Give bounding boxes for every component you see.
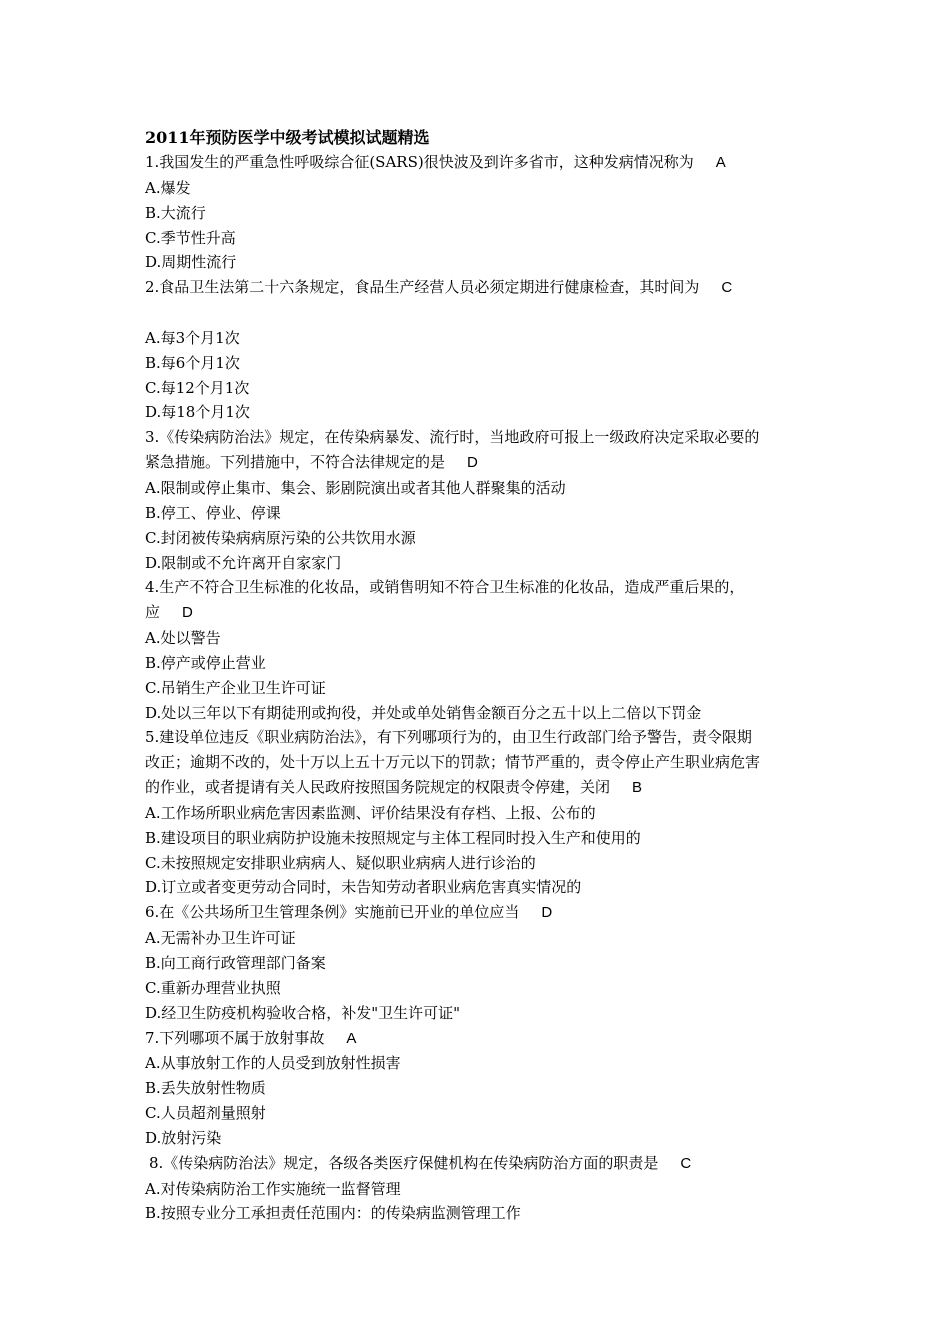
question-3-stem-line-2 <box>145 450 813 476</box>
question-3-option-b: B.停工、停业、停课 <box>145 503 281 522</box>
question-6-answer: D <box>541 904 553 922</box>
question-3-answer: D <box>467 454 478 472</box>
question-5-option-d: D.订立或者变更劳动合同时，未告知劳动者职业病危害真实情况的 <box>145 878 582 897</box>
question-2 <box>145 275 813 425</box>
question-8-option-b: B.按照专业分工承担责任范围内：的传染病监测管理工作 <box>145 1204 521 1223</box>
question-6-option-b: B.向工商行政管理部门备案 <box>145 954 326 972</box>
question-8 <box>145 1151 813 1227</box>
question-3-option-d: D.限制或不允许离开自家家门 <box>145 553 342 572</box>
question-3-option-c: C.封闭被传染病病原污染的公共饮用水源 <box>145 528 416 547</box>
question-5-stem-line-1: 5.建设单位违反《职业病防治法》，有下列哪项行为的，由卫生行政部门给予警告，责令限期 <box>145 728 752 747</box>
question-1 <box>145 150 813 275</box>
question-3-option-a: A.限制或停止集市、集会、影剧院演出或者其他人群聚集的活动 <box>145 478 566 497</box>
question-6-stem-text: 6.在《公共场所卫生管理条例》实施前已开业的单位应当 <box>145 903 520 922</box>
question-6-option-a: A.无需补办卫生许可证 <box>145 929 296 948</box>
question-5 <box>145 725 813 900</box>
question-8-stem <box>145 1151 813 1177</box>
question-5-option-a: A.工作场所职业病危害因素监测、评价结果没有存档、上报、公布的 <box>145 803 596 822</box>
question-7-option-a: A.从事放射工作的人员受到放射性损害 <box>145 1054 401 1073</box>
question-3-stem-text: 紧急措施。下列措施中，不符合法律规定的是 <box>145 453 446 472</box>
question-6-option-c: C.重新办理营业执照 <box>145 978 281 997</box>
question-6-option-d: D.经卫生防疫机构验收合格，补发"卫生许可证" <box>145 1003 461 1022</box>
question-6-stem <box>145 900 813 926</box>
question-7-option-d: D.放射污染 <box>145 1128 222 1147</box>
question-8-option-a: A.对传染病防治工作实施统一监督管理 <box>145 1179 401 1198</box>
question-7-option-c: C.人员超剂量照射 <box>145 1104 266 1123</box>
question-1-option-b: B.大流行 <box>145 203 206 222</box>
question-5-stem-line-2: 改正；逾期不改的，处十万以上五十万元以下的罚款；情节严重的，责令停止产生职业病危害 <box>145 753 761 772</box>
question-1-answer: A <box>715 154 726 171</box>
question-5-stem-text: 的作业，或者提请有关人民政府按照国务院规定的权限责令停建，关闭 <box>145 778 611 797</box>
question-2-option-c: C.每12个月1次 <box>145 378 250 397</box>
question-2-option-d: D.每18个月1次 <box>145 403 250 422</box>
question-8-stem-text: 8.《传染病防治法》规定，各级各类医疗保健机构在传染病防治方面的职责是 <box>149 1153 659 1172</box>
question-7-stem-text: 7.下列哪项不属于放射事故 <box>145 1028 325 1047</box>
blank-line <box>145 301 813 326</box>
question-1-option-d: D.周期性流行 <box>145 253 237 272</box>
question-5-option-c: C.未按照规定安排职业病病人、疑似职业病病人进行诊治的 <box>145 853 536 872</box>
question-4-stem-line-1: 4.生产不符合卫生标准的化妆品，或销售明知不符合卫生标准的化妆品，造成严重后果的， <box>145 578 745 597</box>
question-1-stem <box>145 150 813 176</box>
question-4 <box>145 575 813 725</box>
question-1-option-c: C.季节性升高 <box>145 228 236 247</box>
question-2-stem-text: 2.食品卫生法第二十六条规定，食品生产经营人员必须定期进行健康检查，其时间为 <box>145 278 700 297</box>
question-2-answer: C <box>721 279 733 297</box>
document-page <box>145 126 813 1226</box>
question-7 <box>145 1026 813 1151</box>
question-4-answer: D <box>182 604 193 622</box>
question-3 <box>145 425 813 575</box>
question-6 <box>145 900 813 1025</box>
question-8-answer: C <box>680 1154 692 1172</box>
question-1-stem-text: 1.我国发生的严重急性呼吸综合征(SARS)很快波及到许多省市，这种发病情况称为 <box>145 153 694 171</box>
question-4-option-d: D.处以三年以下有期徒刑或拘役，并处或单处销售金额百分之五十以上二倍以下罚金 <box>145 703 702 722</box>
question-4-option-a: A.处以警告 <box>145 629 221 648</box>
question-4-option-c: C.吊销生产企业卫生许可证 <box>145 678 326 697</box>
question-4-stem-text: 应 <box>145 603 161 622</box>
question-5-option-b: B.建设项目的职业病防护设施未按照规定与主体工程同时投入生产和使用的 <box>145 828 641 847</box>
question-5-stem-line-3 <box>145 775 813 801</box>
question-4-option-b: B.停产或停止营业 <box>145 653 266 672</box>
question-2-option-a: A.每3个月1次 <box>145 328 240 347</box>
question-5-answer: B <box>632 779 643 797</box>
document-title: 2011年预防医学中级考试模拟试题精选 <box>145 128 430 147</box>
question-2-stem <box>145 275 813 301</box>
question-7-answer: A <box>346 1029 357 1047</box>
question-4-stem-line-2 <box>145 600 813 626</box>
question-7-stem <box>145 1026 813 1052</box>
question-3-stem-line-1: 3.《传染病防治法》规定，在传染病暴发、流行时，当地政府可报上一级政府决定采取必要的 <box>145 428 760 447</box>
question-2-option-b: B.每6个月1次 <box>145 353 240 372</box>
question-7-option-b: B.丢失放射性物质 <box>145 1079 266 1098</box>
question-1-option-a: A.爆发 <box>145 178 191 197</box>
